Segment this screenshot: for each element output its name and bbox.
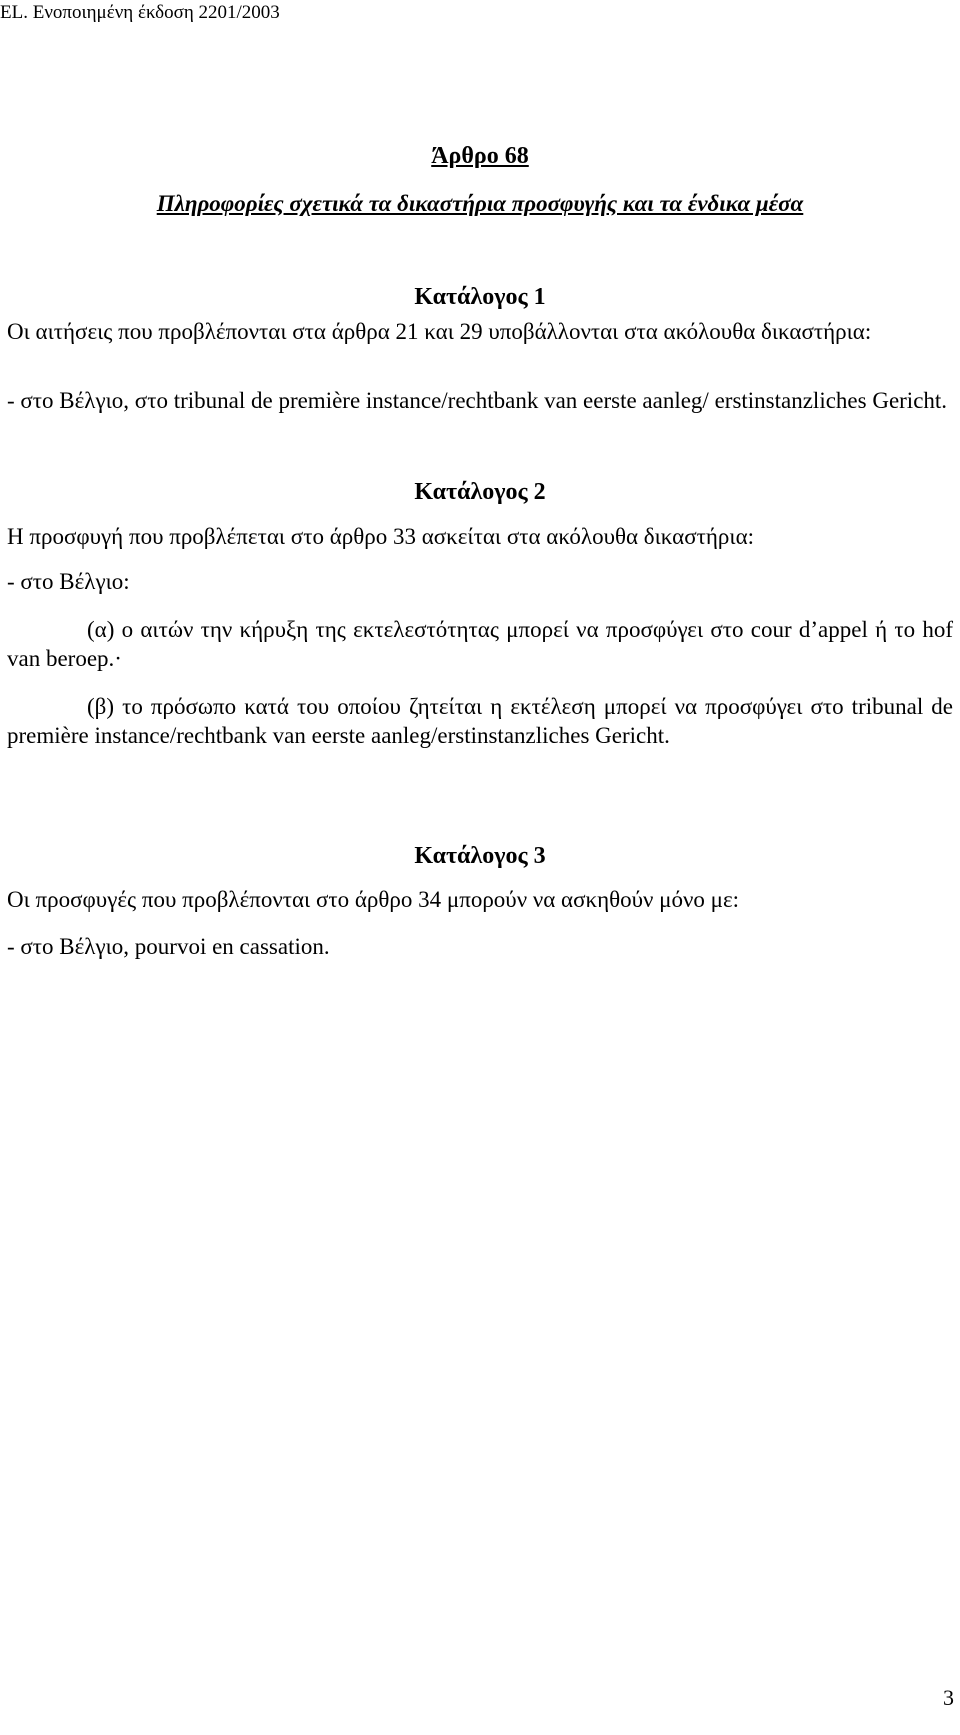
list-3-item: - στο Βέλγιο, pourvoi en cassation.	[7, 934, 330, 959]
list-2-item-b: (β) το πρόσωπο κατά του οποίου ζητείται η εκτέλεση μπορεί να προσφύγει στο tribunal de première instance/rechtbank van eerste aanleg/erstinstanzliches Gericht.	[7, 694, 953, 748]
article-title: Άρθρο 68	[431, 143, 529, 169]
list-2-heading: Κατάλογος 2	[414, 479, 546, 505]
page-number: 3	[943, 1685, 954, 1710]
list-1-item: - στο Βέλγιο, στο tribunal de première instance/rechtbank van eerste aanleg/ erstinstanzliches Gericht.	[7, 388, 948, 413]
list-1-intro: Οι αιτήσεις που προβλέπονται στα άρθρα 21 και 29 υποβάλλονται στα ακόλουθα δικαστήρια:	[7, 319, 872, 344]
list-3-intro: Οι προσφυγές που προβλέπονται στο άρθρο 34 μπορούν να ασκηθούν μόνο με:	[7, 887, 740, 912]
list-2-item-a: (α) ο αιτών την κήρυξη της εκτελεστότητας μπορεί να προσφύγει στο cour d’appel ή το hof van beroep.·	[7, 617, 953, 671]
article-subtitle: Πληροφορίες σχετικά τα δικαστήρια προσφυγής και τα ένδικα μέσα	[156, 191, 804, 216]
list-1-heading: Κατάλογος 1	[414, 284, 546, 310]
list-2-country: - στο Βέλγιο:	[7, 569, 130, 594]
document-header: EL. Ενοποιημένη έκδοση 2201/2003	[0, 2, 280, 23]
list-3-heading: Κατάλογος 3	[414, 843, 546, 869]
list-2-intro: Η προσφυγή που προβλέπεται στο άρθρο 33 ασκείται στα ακόλουθα δικαστήρια:	[7, 524, 755, 549]
